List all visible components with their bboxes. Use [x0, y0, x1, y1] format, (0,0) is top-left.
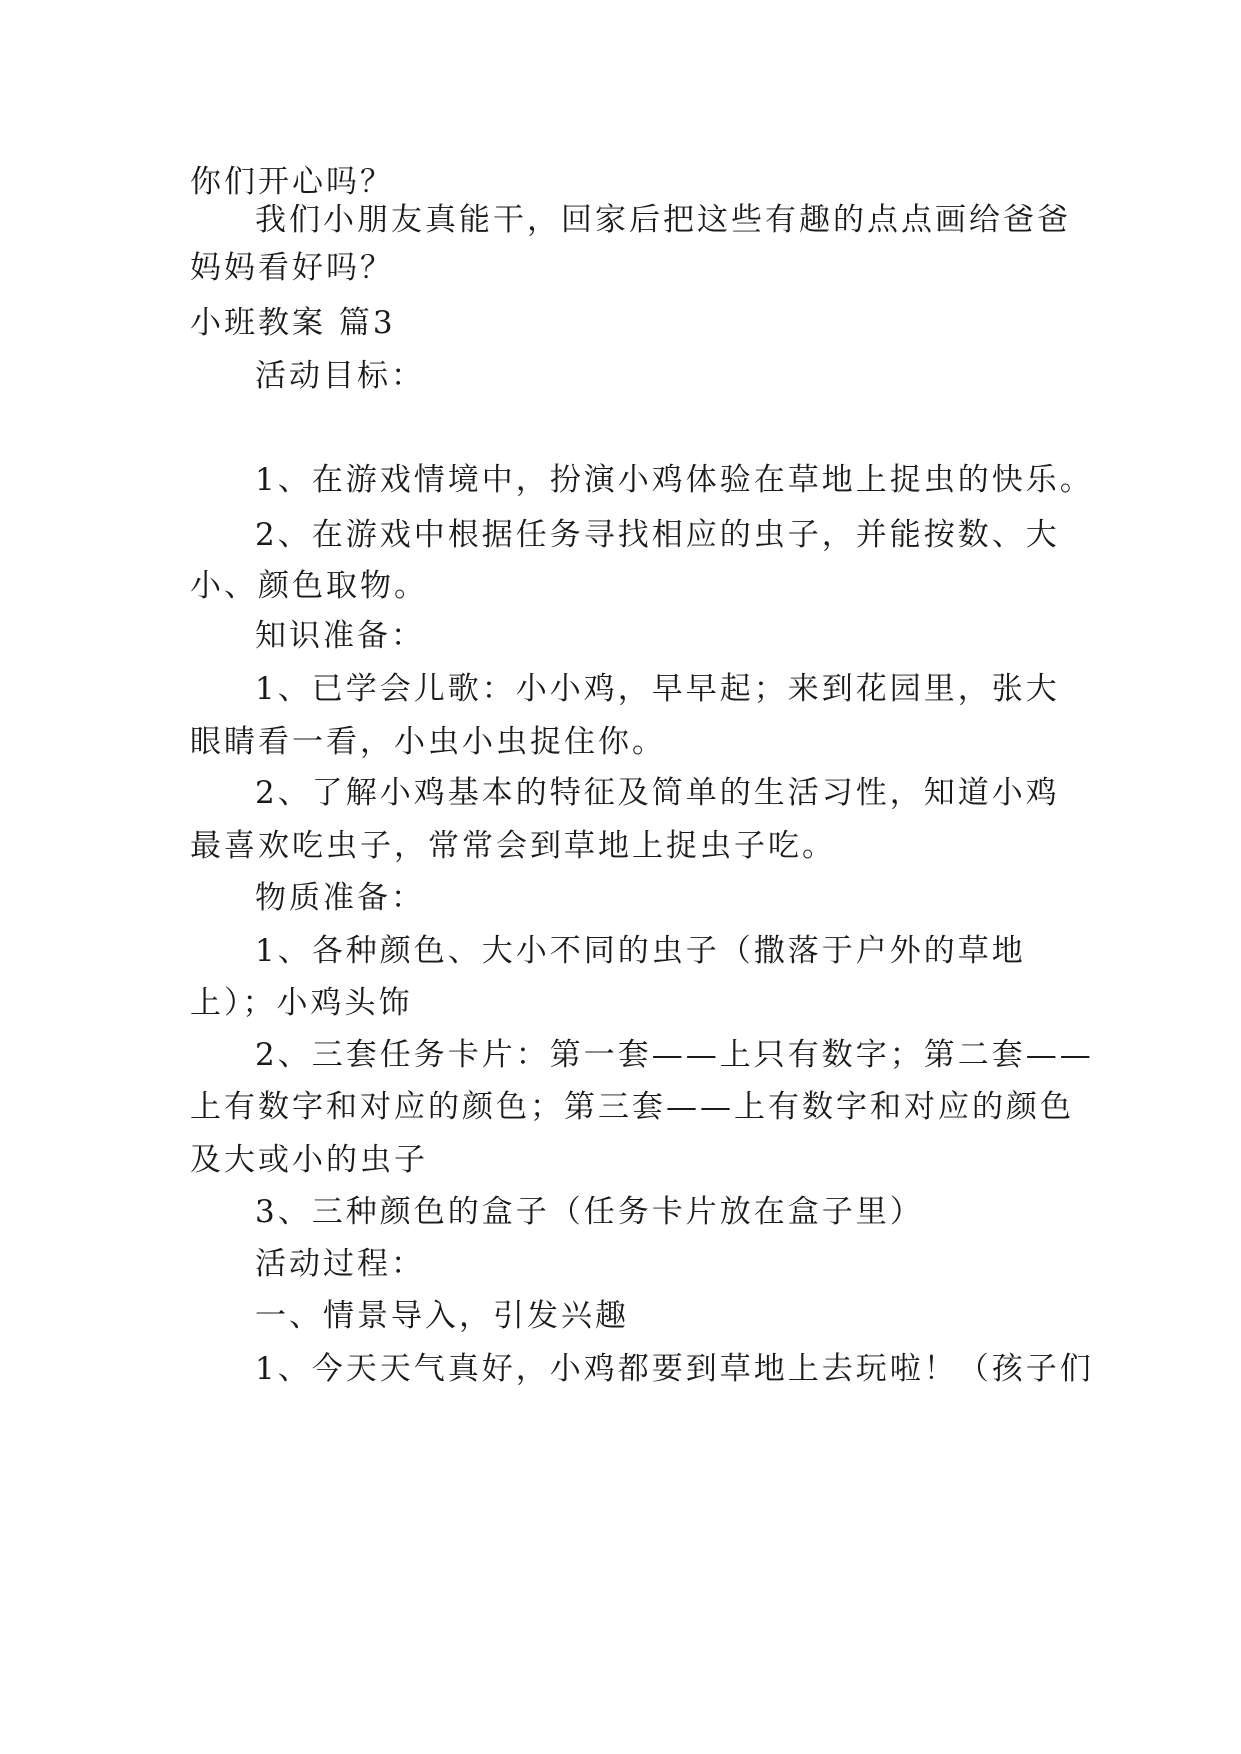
- heading-activity-goals: 活动目标：: [255, 358, 425, 394]
- text-line-22: 一、情景导入，引发兴趣: [255, 1298, 629, 1334]
- text-line-7: 2、在游戏中根据任务寻找相应的虫子，并能按数、大: [255, 517, 1060, 553]
- text-line-6: 1、在游戏情境中，扮演小鸡体验在草地上捉虫的快乐。: [255, 462, 1094, 498]
- heading-knowledge-prep: 知识准备：: [255, 618, 425, 654]
- text-line-2: 我们小朋友真能干，回家后把这些有趣的点点画给爸爸: [255, 202, 1071, 238]
- text-line-11: 眼睛看一看，小虫小虫捉住你。: [190, 724, 666, 760]
- text-line-18: 上有数字和对应的颜色；第三套——上有数字和对应的颜色: [190, 1089, 1074, 1125]
- text-line-1: 你们开心吗？: [190, 164, 394, 200]
- text-line-8: 小、颜色取物。: [190, 568, 428, 604]
- heading-activity-process: 活动过程：: [255, 1246, 425, 1282]
- section-heading: 小班教案 篇3: [190, 305, 396, 341]
- text-line-12: 2、了解小鸡基本的特征及简单的生活习性，知道小鸡: [255, 775, 1060, 811]
- text-line-16: 上）；小鸡头饰: [190, 985, 413, 1021]
- text-line-15: 1、各种颜色、大小不同的虫子（撒落于户外的草地: [255, 933, 1026, 969]
- text-line-20: 3、三种颜色的盒子（任务卡片放在盒子里）: [255, 1194, 924, 1230]
- text-line-3: 妈妈看好吗？: [190, 250, 394, 286]
- text-line-13: 最喜欢吃虫子，常常会到草地上捉虫子吃。: [190, 828, 836, 864]
- heading-material-prep: 物质准备：: [255, 880, 425, 916]
- text-line-17: 2、三套任务卡片：第一套——上只有数字；第二套——: [255, 1037, 1094, 1073]
- text-line-10: 1、已学会儿歌：小小鸡，早早起；来到花园里，张大: [255, 671, 1060, 707]
- text-line-19: 及大或小的虫子: [190, 1142, 428, 1178]
- text-line-23: 1、今天天气真好，小鸡都要到草地上去玩啦！（孩子们: [255, 1351, 1094, 1387]
